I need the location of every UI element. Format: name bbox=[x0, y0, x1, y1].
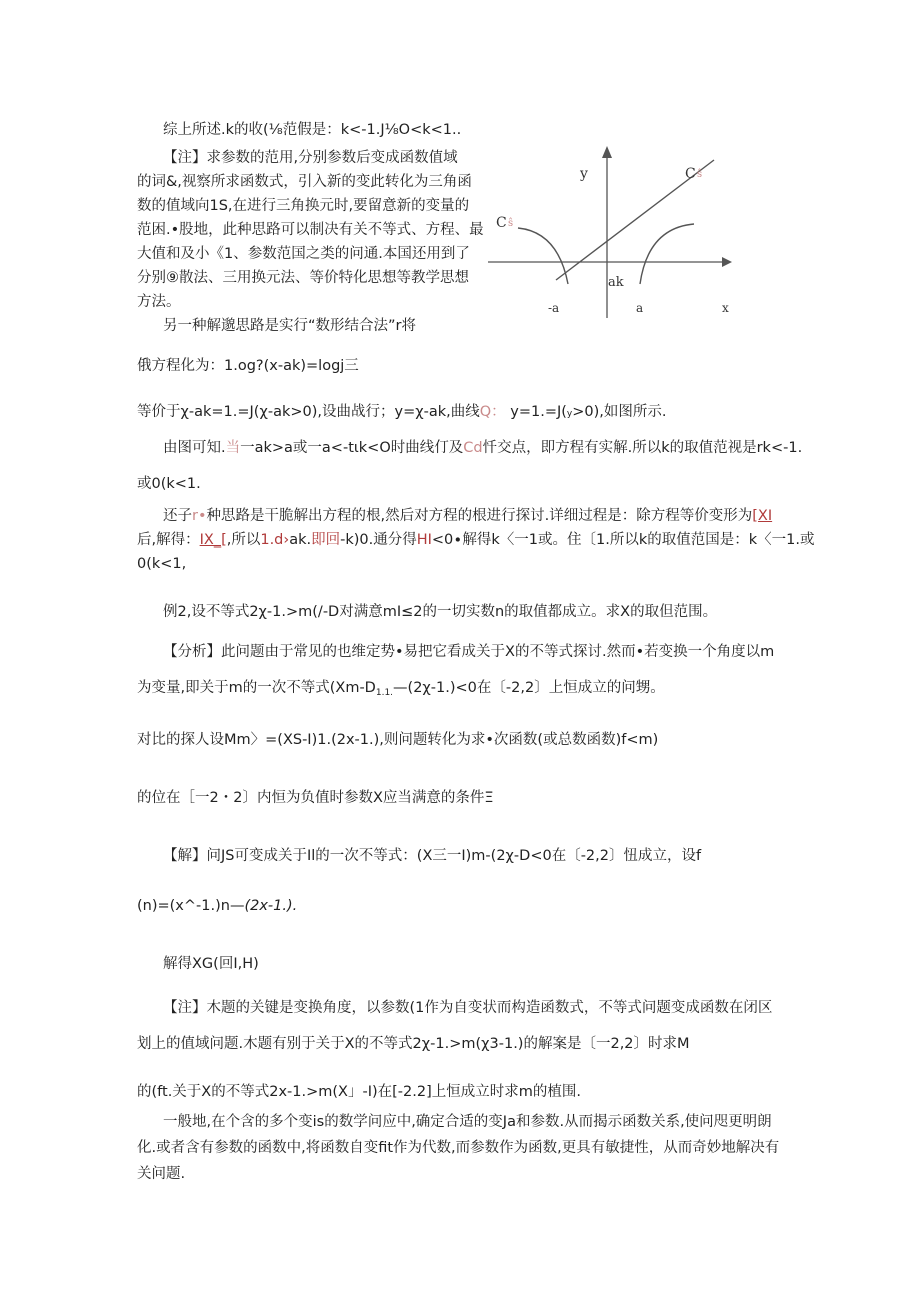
text-line: 化.或者含有参数的函数中,将函数自变fit作为代数,而参数作为函数,更具有敏捷性，从而奇妙地解决有 bbox=[137, 1140, 780, 1156]
x-axis-arrow bbox=[722, 257, 732, 267]
text-line: 的位在［一2・2〕内恒为负值时参数X应当满意的条件Ξ bbox=[137, 790, 494, 806]
text-line: 大值和及小《1、参数范国之类的问通.本国还用到了 bbox=[137, 246, 470, 262]
text-line: 一般地,在个含的多个变is的数学问应中,确定合适的变Ja和参数.从而揭示函数关系,使问咫更明朗 bbox=[163, 1114, 772, 1130]
tick-label-a: a bbox=[636, 301, 644, 315]
text-segment: 一ak>a或一a<-tιk<O时曲线仃及 bbox=[240, 440, 464, 456]
text-line: 数的值域向1S,在进行三角换元时,要留意新的变量的 bbox=[137, 198, 470, 214]
text-line: 0(k<1, bbox=[137, 556, 187, 572]
equation-line: 俄方程化为：1.og?(x-ak)=logj三 bbox=[137, 358, 359, 374]
text-line bbox=[163, 506, 772, 526]
formula-placeholder: HI bbox=[416, 532, 432, 548]
highlight-segment: 当 bbox=[225, 440, 241, 456]
text-segment: -k)0.通分得 bbox=[340, 532, 417, 548]
curve-c-left-label: C bbox=[496, 215, 507, 231]
text-line: 对比的探人设Mm〉=(XS-I)1.(2x-1.),则问题转化为求•次函数(或总数函数)f<m) bbox=[137, 732, 659, 748]
text-line bbox=[137, 402, 666, 424]
curve-c-left-mark: ŝ bbox=[508, 218, 514, 229]
y-axis-arrow bbox=[602, 146, 612, 158]
text-line: 范困.•股地，此种思路可以制决有关不等式、方程、最 bbox=[137, 222, 484, 238]
text-segment: >0),如图所示. bbox=[572, 404, 667, 420]
text-segment: 为变量,即关于m的一次不等式(Xm-D bbox=[137, 680, 376, 696]
italic-segment: (2x-1.). bbox=[244, 898, 298, 914]
text-line: 关问题. bbox=[137, 1166, 186, 1182]
formula-placeholder: 即回 bbox=[311, 532, 341, 548]
curve-c-mark: ŝ bbox=[697, 169, 703, 180]
subscript: 1.1. bbox=[375, 688, 394, 698]
text-line: 分别⑨散法、三用换元法、等价特化思想等教学思想 bbox=[137, 270, 469, 286]
text-segment: <0∙解得k〈一1或。住〔1.所以k的取值范国是：k〈一1.或 bbox=[431, 532, 815, 548]
text-segment: —(2χ-1.)<0在〔-2,2〕上恒成立的问甥。 bbox=[393, 680, 665, 696]
note-line: 【注】木题的关键是变换角度，以参数(1作为自变状而构造函数式，不等式问题变成函数在闭区 bbox=[163, 1000, 773, 1016]
text-line: 解得XG(回I,H) bbox=[163, 956, 259, 972]
text-line bbox=[137, 678, 665, 703]
example-heading: 例2,设不等式2χ-1.>m(/-D对满意mI≤2的一切实数n的取值都成立。求X的取但范围。 bbox=[163, 604, 718, 620]
note-heading-line: 【注】求参数的范用,分别参数后变成函数值域 bbox=[163, 150, 458, 166]
text-segment: 由图可知. bbox=[163, 440, 226, 456]
curve-label: Cd bbox=[463, 440, 483, 456]
text-segment: ak. bbox=[289, 532, 312, 548]
curve-right-branch bbox=[640, 224, 694, 284]
tick-label-ak: ak bbox=[608, 275, 624, 290]
analysis-line: 【分析】此问题由于常见的也维定势•易把它看成关于X的不等式探讨.然而•若变换一个角度以m bbox=[163, 644, 775, 660]
y-axis-label: y bbox=[580, 166, 588, 182]
function-graph-figure bbox=[488, 140, 738, 320]
text-segment: ,所以 bbox=[226, 532, 261, 548]
text-line: 方法。 bbox=[137, 294, 181, 310]
curve-label: Q： bbox=[479, 404, 506, 420]
formula-placeholder: IX_[ bbox=[199, 532, 227, 548]
solution-line: 【解】问JS可变成关于Il的一次不等式：(X三一I)m-(2χ-D<0在〔-2,2〕忸成立，设f bbox=[163, 848, 702, 864]
text-segment: 后,解得： bbox=[137, 532, 200, 548]
text-segment: 还子 bbox=[163, 508, 192, 524]
text-line: 另一种解邈思路是实行“数形结合法”r将 bbox=[163, 318, 416, 334]
text-segment: 等价于χ-ak=1.=J(χ-ak>0),设曲战行；y=χ-ak,曲线 bbox=[137, 404, 480, 420]
text-segment: 忏交点，即方程有实解.所以k的取值范视是rk<-1. bbox=[482, 440, 803, 456]
text-line: 划上的值域问题.木题有别于关于X的不等式2χ-1.>m(χ3-1.)的解案是〔一2,2〕时求M bbox=[137, 1036, 690, 1052]
text-segment: y=1.=J( bbox=[505, 404, 567, 420]
tick-label-neg-a: -a bbox=[548, 301, 560, 315]
text-line bbox=[163, 438, 802, 458]
formula-placeholder: [XI bbox=[752, 508, 773, 524]
text-segment: 种思路是干脆解出方程的根,然后对方程的根进行探讨.详细过程是：除方程等价变形为 bbox=[206, 508, 753, 524]
text-line: 的词&,视察所求函数式，引入新的变此转化为三角函 bbox=[137, 174, 472, 190]
formula-placeholder: 1.d› bbox=[260, 532, 290, 548]
text-line: 或0(k<1. bbox=[137, 476, 201, 492]
curve-left-branch bbox=[518, 228, 568, 284]
text-line: 综上所述.k的收(⅛范假是：k<-1.J⅛O<k<1.. bbox=[163, 122, 462, 138]
text-line bbox=[137, 896, 297, 916]
subscript: y bbox=[566, 409, 573, 419]
garbled-segment: r• bbox=[192, 508, 207, 524]
text-segment: (n)=(x^-1.)n— bbox=[137, 898, 245, 914]
text-line bbox=[137, 530, 814, 550]
curve-c-label: C bbox=[685, 166, 696, 182]
x-axis-label: x bbox=[722, 301, 729, 315]
text-line: 的(ft.关于X的不等式2x-1.>m(X」-I)在[-2.2]上恒成立时求m的植围. bbox=[137, 1084, 581, 1100]
